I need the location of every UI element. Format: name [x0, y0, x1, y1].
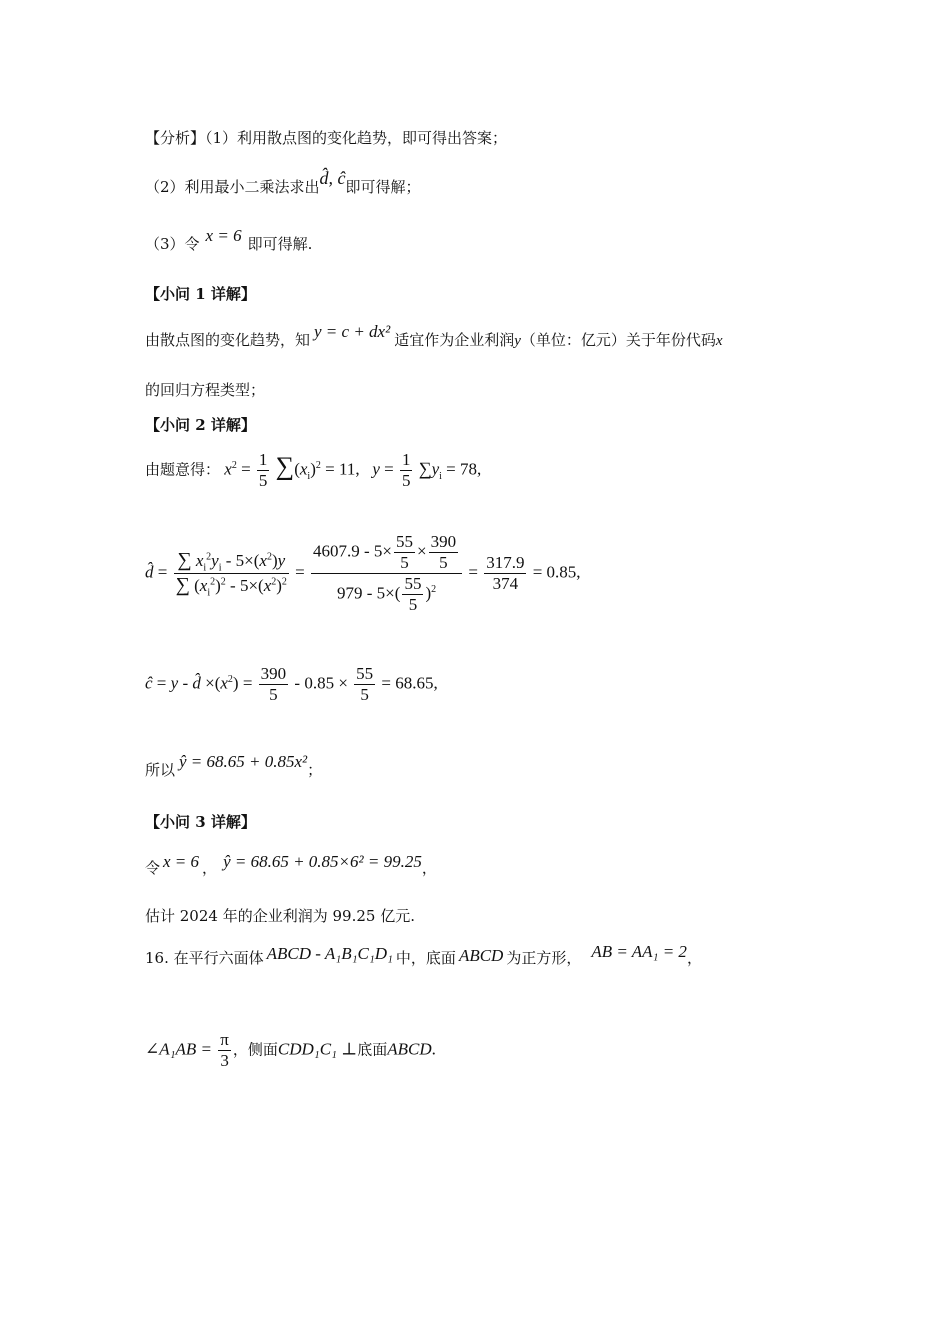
q1-heading-text: 【小问 1 详解】	[145, 285, 256, 303]
q2-conclusion: 所以 ŷ = 68.65 + 0.85x²；	[145, 752, 323, 779]
problem16-number: 16.	[145, 949, 169, 967]
q2-c-f1-den: 5	[269, 685, 278, 704]
q2-d-ratio-num: 317.9	[486, 553, 525, 572]
q2-c-value: 68.65	[395, 673, 434, 693]
problem16-angle-den: 3	[220, 1051, 229, 1070]
q3-heading	[145, 812, 256, 832]
q1-var-x: x	[715, 333, 723, 349]
analysis-line-3	[145, 226, 313, 254]
q2-heading-text: 【小问 2 详解】	[145, 416, 256, 434]
q3-x-set: x = 6	[163, 852, 200, 871]
q3-conclusion: 估计 2024 年的企业利润为 99.25 亿元.	[145, 907, 415, 925]
q2-c-f2-den: 5	[360, 685, 369, 704]
q2-d-den: 979 - 5×	[337, 583, 395, 603]
analysis-text-3b: 即可得解.	[247, 235, 313, 253]
problem16-perp: ⊥	[341, 1039, 358, 1059]
q3-prefix: 令	[145, 859, 161, 877]
q2-d-den-f-den: 5	[408, 595, 418, 614]
q1-text-prefix: 由散点图的变化趋势，知	[145, 331, 311, 349]
q2-d-formula-fraction: $\frac{\sum x_i^2y_i - 5\times(x^2)y}{\sum (x_i^2)^2 - 5\times(x^2)^2}$	[175, 548, 287, 599]
q2-d-ratio	[484, 553, 526, 594]
q2-given-equation: 由题意得： $x^2$ = $\frac{1}{5}$ $\sum(x_i)^2 = 11$, y = $\frac{1}{5}$ $\sum y_i = 78$,	[145, 450, 482, 490]
problem16-text4: ，侧面	[232, 1040, 278, 1059]
q2-xbar2-value: 11	[338, 459, 356, 479]
problem16-angle-prefix: ∠A₁AB =	[145, 1039, 213, 1059]
q2-c-f1-num: 390	[260, 664, 287, 683]
q3-calc: ŷ = 68.65 + 0.85×6² = 99.25	[223, 852, 422, 871]
q2-d-num-f1-num: 55	[396, 532, 414, 551]
problem16-line-2	[145, 1030, 436, 1071]
problem16-lengths: AB = AA₁ = 2	[591, 942, 687, 961]
analysis-math-dc: d̂, ĉ	[319, 168, 346, 188]
q2-c-hat-equation: ĉ = y - d̂ $\times(x^2)$ = $\frac{390}{5}$ - 0.85 × $\frac{55}{5}$ = 68.65,	[145, 664, 438, 704]
q2-d-ratio-den: 374	[492, 574, 519, 593]
problem16-text2: 中，底面	[395, 949, 456, 967]
q2-c-f2-num: 55	[356, 664, 374, 683]
analysis-text-2b: 即可得解；	[345, 178, 421, 196]
problem16-end: .	[431, 1039, 436, 1059]
problem16-text3: 为正方形，	[506, 949, 582, 967]
problem16-angle-num: π	[220, 1030, 229, 1049]
q2-lead: 由题意得：	[145, 460, 221, 479]
q2-d-hat-equation: d̂ = $\frac{\sum x_i^2y_i - 5\times(x^2)y}{\sum (x_i^2)^2 - 5\times(x^2)^2}$ = 4607.9 - 5× $\frac{55}{5}$ × $\frac{390}{5}$ 979 - 5×( $\frac{55}{5}$ )$^2$ = $\frac{317.9}{374}$ = 0.85,	[145, 532, 581, 614]
q2-so-prefix: 所以	[145, 761, 176, 779]
q1-var-y: y	[514, 333, 521, 349]
problem16-text5: 底面	[357, 1040, 388, 1059]
analysis-text-3a: （3）令	[145, 235, 200, 253]
q1-line-1	[145, 322, 723, 351]
problem16-base2: ABCD	[387, 1039, 432, 1059]
q3-line-2	[145, 906, 415, 926]
q2-d-num-f2-num: 390	[430, 532, 457, 551]
problem16-line-1: 16. 在平行六面体 ABCD - A₁B₁C₁D₁ 中，底面 ABCD 为正方形， AB = AA₁ = 2，	[145, 942, 702, 967]
q2-c-mid: - 0.85 ×	[294, 673, 348, 693]
q3-heading-text: 【小问 3 详解】	[145, 813, 256, 831]
problem16-solid: ABCD - A₁B₁C₁D₁	[266, 944, 393, 963]
q2-d-num: 4607.9 - 5×	[313, 541, 393, 561]
analysis-line-1	[145, 128, 507, 148]
q2-d-value: 0.85	[546, 562, 577, 582]
q2-d-num-f1-den: 5	[400, 553, 409, 572]
problem16-base: ABCD	[458, 946, 504, 965]
q2-d-den-f-num: 55	[404, 574, 422, 593]
problem16-face: CDD₁C₁	[277, 1039, 337, 1059]
q1-heading	[145, 284, 256, 304]
analysis-math-x6: x = 6	[205, 226, 242, 245]
q2-d-numeric-fraction: 4607.9 - 5× $\frac{55}{5}$ × $\frac{390}{5}$ 979 - 5×( $\frac{55}{5}$ )$^2$	[311, 532, 462, 615]
q2-ybar-value: 78	[460, 459, 477, 479]
q3-line-1: 令 x = 6 ， ŷ = 68.65 + 0.85×6² = 99.25，	[145, 852, 437, 877]
q1-text-middle: 适宜作为企业利润	[394, 331, 515, 349]
q2-d-num-f2-den: 5	[439, 553, 448, 572]
q2-heading	[145, 415, 256, 435]
q1-text-unit: （单位：亿元）关于年份代码	[520, 331, 716, 349]
analysis-text-1: 【分析】（1）利用散点图的变化趋势，即可得出答案；	[145, 129, 508, 147]
q1-text-end: 的回归方程类型；	[145, 381, 266, 399]
analysis-text-2a: （2）利用最小二乘法求出	[145, 178, 320, 196]
analysis-line-2	[145, 168, 421, 197]
q1-line-2	[145, 380, 265, 400]
problem16-text1: 在平行六面体	[173, 949, 264, 967]
q2-regression: ŷ = 68.65 + 0.85x²	[179, 752, 308, 771]
q1-model: y = c + dx²	[314, 322, 391, 341]
